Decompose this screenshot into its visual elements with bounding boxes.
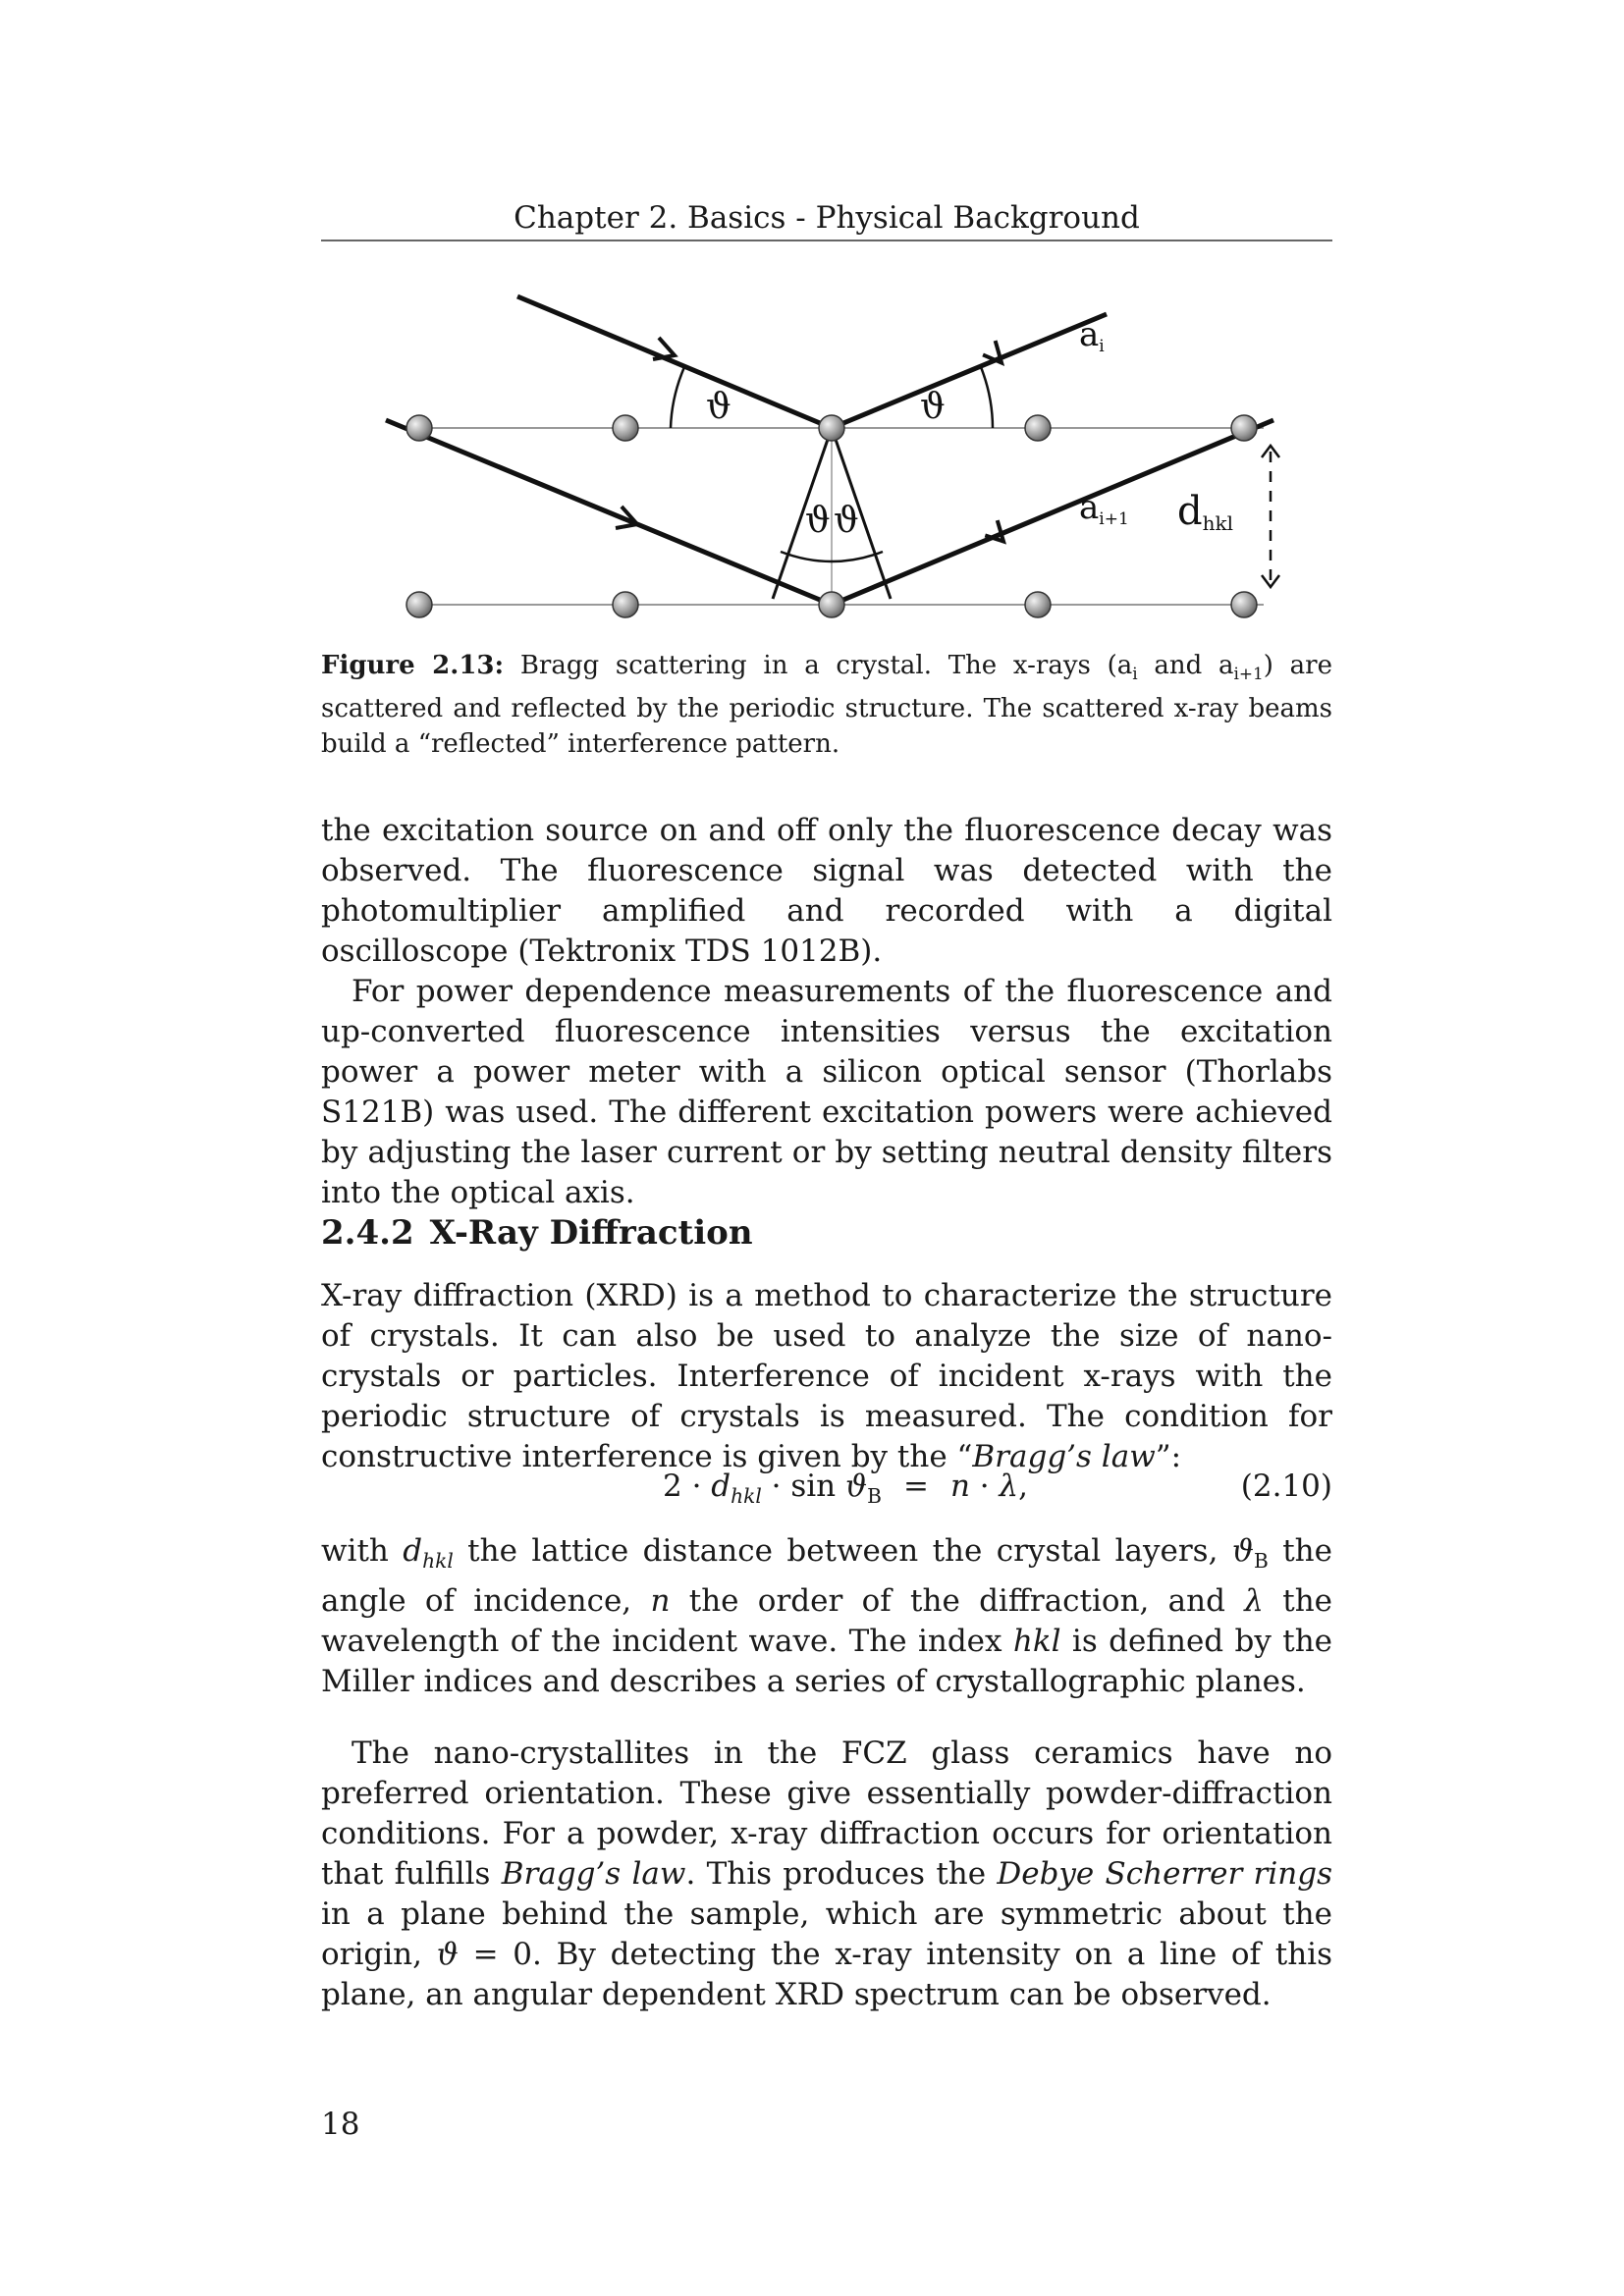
- p5-i1: Bragg’s law: [501, 1856, 686, 1892]
- eq-sin: · sin: [761, 1468, 845, 1504]
- p4-t4: the order of the diffraction, and: [670, 1583, 1245, 1620]
- atom: [1025, 592, 1051, 617]
- eq-theta-sub: B: [867, 1484, 882, 1509]
- paragraph-1: the excitation source on and off only the fluorescence decay was observed. The fluorescence signal was detected with the photomultiplier amplified and recorded with a digital oscilloscope (Tektronix TDS 1012B).: [321, 813, 1332, 969]
- eq-comma: ,: [1018, 1468, 1029, 1504]
- p4-t2: the lattice distance between the crystal layers,: [453, 1533, 1232, 1569]
- paragraph-2: For power dependence measurements of the fluorescence and up-converted fluorescence intensities versus the excitation power a power meter with a silicon optical sensor (Thorlabs S121B) was used. The different excitation powers were achieved by adjusting the laser current or by setting neutral density filters into the optical axis.: [321, 974, 1332, 1210]
- caption-text-1: Bragg scattering in a crystal. The x-rays (a: [504, 651, 1133, 680]
- theta-label-cone-right: ϑ: [834, 501, 859, 541]
- equation-2-10: [321, 1465, 1332, 1508]
- section-number: 2.4.2: [321, 1213, 414, 1253]
- paragraph-3-end: ”:: [1155, 1439, 1182, 1474]
- p5-theta: ϑ: [436, 1937, 459, 1972]
- eq-dot: ·: [969, 1468, 1000, 1504]
- label-ai-sub: i: [1099, 337, 1105, 356]
- p4-t6: is defined by the Miller indices and describes a series of crystallographic planes.: [321, 1624, 1333, 1700]
- figure-caption: [321, 648, 1332, 762]
- header-rule: [321, 240, 1332, 241]
- incident-ray-bottom: [386, 420, 832, 605]
- page-number: 18: [321, 2107, 360, 2142]
- p4-theta-sub: B: [1254, 1549, 1269, 1574]
- section-title: X-Ray Diffraction: [429, 1213, 753, 1253]
- theta-label-cone-left: ϑ: [805, 501, 831, 541]
- caption-sub-2: i+1: [1233, 664, 1264, 684]
- p5-t2: . This produces the: [685, 1856, 998, 1892]
- eq-lambda: λ: [999, 1468, 1019, 1504]
- label-ai1-sub: i+1: [1099, 509, 1129, 529]
- caption-text-2: and a: [1137, 651, 1234, 680]
- paragraph-5: [321, 1734, 1332, 2015]
- p4-n: n: [650, 1583, 671, 1620]
- p4-hkl: hkl: [1012, 1624, 1061, 1660]
- atom: [613, 415, 638, 441]
- p4-t5: the wavelength of the incident wave. The index: [321, 1583, 1333, 1660]
- label-dhkl-sub: hkl: [1202, 511, 1234, 535]
- p4-theta: ϑ: [1231, 1533, 1255, 1569]
- bragg-diagram: [321, 285, 1332, 638]
- reflected-ray-top: [832, 314, 1107, 428]
- atom: [406, 415, 432, 441]
- theta-label-right: ϑ: [920, 387, 946, 427]
- paragraph-3-text: X-ray diffraction (XRD) is a method to characterize the structure of crystals. It can also be used to analyze the size of nano-crystals or particles. Interference of incident x-rays with the periodic structure of crystals is measured. The condition for constructive interference is given by the “: [321, 1278, 1332, 1474]
- bragg-figure: [321, 285, 1332, 638]
- label-dhkl: [1177, 489, 1233, 535]
- atom: [819, 592, 844, 617]
- running-head: Chapter 2. Basics - Physical Background: [514, 200, 1140, 236]
- braggs-law-term: Bragg’s law: [972, 1439, 1156, 1474]
- p5-t4: = 0. By detecting the x-ray intensity on a line of this plane, an angular dependent XRD spectrum can be observed.: [321, 1937, 1332, 2012]
- atom: [1231, 415, 1257, 441]
- eq-d-sub: hkl: [731, 1484, 762, 1509]
- atom: [1231, 592, 1257, 617]
- atom: [406, 592, 432, 617]
- atom: [819, 415, 844, 441]
- label-ai: [1079, 315, 1105, 356]
- p5-t1: The nano-crystallites in the FCZ glass ceramics have no preferred orientation. These give essentially powder-diffraction conditions. For a powder, x-ray diffraction occurs for orientation that fulfills: [321, 1735, 1332, 1892]
- eq-two: 2 ·: [663, 1468, 712, 1504]
- eq-equals: =: [902, 1468, 929, 1504]
- p5-t3: in a plane behind the sample, which are symmetric about the origin,: [321, 1896, 1332, 1972]
- angle-arc-right: [981, 367, 993, 428]
- eq-n: n: [949, 1468, 970, 1504]
- caption-sub-1: i: [1132, 664, 1138, 684]
- p4-t3: the angle of incidence,: [321, 1533, 1332, 1620]
- p4-d-sub: hkl: [422, 1549, 454, 1574]
- caption-text-3: ) are scattered and reflected by the periodic structure. The scattered x-ray beams build a “reflected” interference pattern.: [321, 651, 1332, 760]
- label-dhkl-base: d: [1177, 489, 1203, 534]
- figure-caption-label: Figure 2.13:: [321, 651, 505, 680]
- eq-d: d: [711, 1468, 731, 1504]
- theta-label-left: ϑ: [706, 387, 731, 427]
- atom: [1025, 415, 1051, 441]
- angle-arc-left: [671, 367, 684, 428]
- paragraph-3: [321, 1276, 1332, 1477]
- eq-theta: ϑ: [845, 1468, 868, 1504]
- equation-number: (2.10): [1240, 1468, 1332, 1504]
- equation-expression: [663, 1465, 1028, 1518]
- label-ai1-base: a: [1079, 488, 1100, 527]
- incident-ray-top: [517, 296, 832, 428]
- label-ai1: [1079, 488, 1129, 529]
- paragraph-4: [321, 1531, 1332, 1702]
- label-ai-base: a: [1079, 315, 1100, 354]
- p4-lambda: λ: [1244, 1583, 1264, 1620]
- section-heading: [321, 1209, 1332, 1256]
- atom: [613, 592, 638, 617]
- p4-t1: with: [321, 1533, 404, 1569]
- p4-d: d: [403, 1533, 423, 1569]
- p5-i2: Debye Scherrer rings: [997, 1856, 1332, 1892]
